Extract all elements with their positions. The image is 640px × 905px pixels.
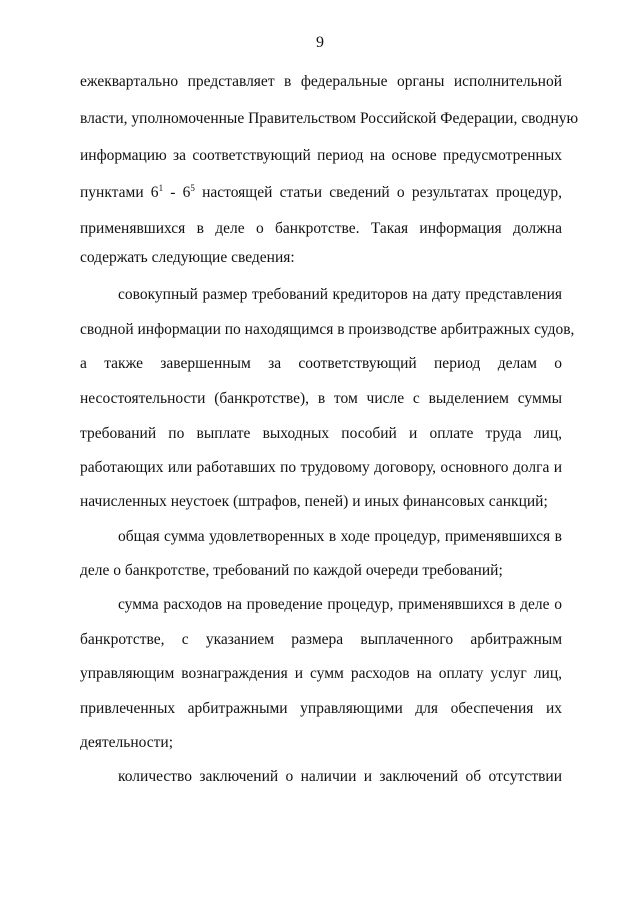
text-line: применявшихся в деле о банкротстве. Такая информация должна <box>80 220 562 237</box>
text-line: работающих или работавших по трудовому договору, основного долга и <box>80 459 562 476</box>
text-line: а также завершенным за соответствующий период делам о <box>80 355 562 372</box>
text-line: деятельности; <box>80 734 174 751</box>
text-line: информацию за соответствующий период на основе предусмотренных <box>80 147 562 164</box>
text-line: количество заключений о наличии и заключений об отсутствии <box>118 768 562 785</box>
text-line: содержать следующие сведения: <box>80 249 295 266</box>
text-line: сводной информации по находящимся в производстве арбитражных судов, <box>80 321 575 338</box>
text-line: общая сумма удовлетворенных в ходе процедур, применявшихся в <box>118 528 562 545</box>
text-line: управляющим вознаграждения и сумм расходов на оплату услуг лиц, <box>80 665 562 682</box>
text-fragment: настоящей статьи сведений о результатах процедур, <box>194 184 562 201</box>
text-line: несостоятельности (банкротстве), в том числе с выделением суммы <box>80 390 562 407</box>
text-line: ежеквартально представляет в федеральные органы исполнительной <box>80 73 562 90</box>
text-fragment: пунктами 6 <box>80 184 159 201</box>
text-line: деле о банкротстве, требований по каждой очереди требований; <box>80 562 503 579</box>
page-number: 9 <box>316 34 324 51</box>
text-line: банкротстве, с указанием размера выплаченного арбитражным <box>80 631 562 648</box>
text-fragment: - 6 <box>163 184 191 201</box>
superscript: 1 <box>158 183 164 193</box>
text-line: привлеченных арбитражными управляющими для обеспечения их <box>80 700 562 717</box>
text-line: требований по выплате выходных пособий и оплате труда лиц, <box>80 425 562 442</box>
text-line: начисленных неустоек (штрафов, пеней) и иных финансовых санкций; <box>80 493 548 510</box>
superscript: 5 <box>190 183 195 193</box>
text-line-with-superscripts <box>80 183 562 203</box>
text-line: сумма расходов на проведение процедур, применявшихся в деле о <box>118 596 562 613</box>
text-line: совокупный размер требований кредиторов на дату представления <box>118 286 562 303</box>
text-line: власти, уполномоченные Правительством Российской Федерации, сводную <box>80 110 579 127</box>
